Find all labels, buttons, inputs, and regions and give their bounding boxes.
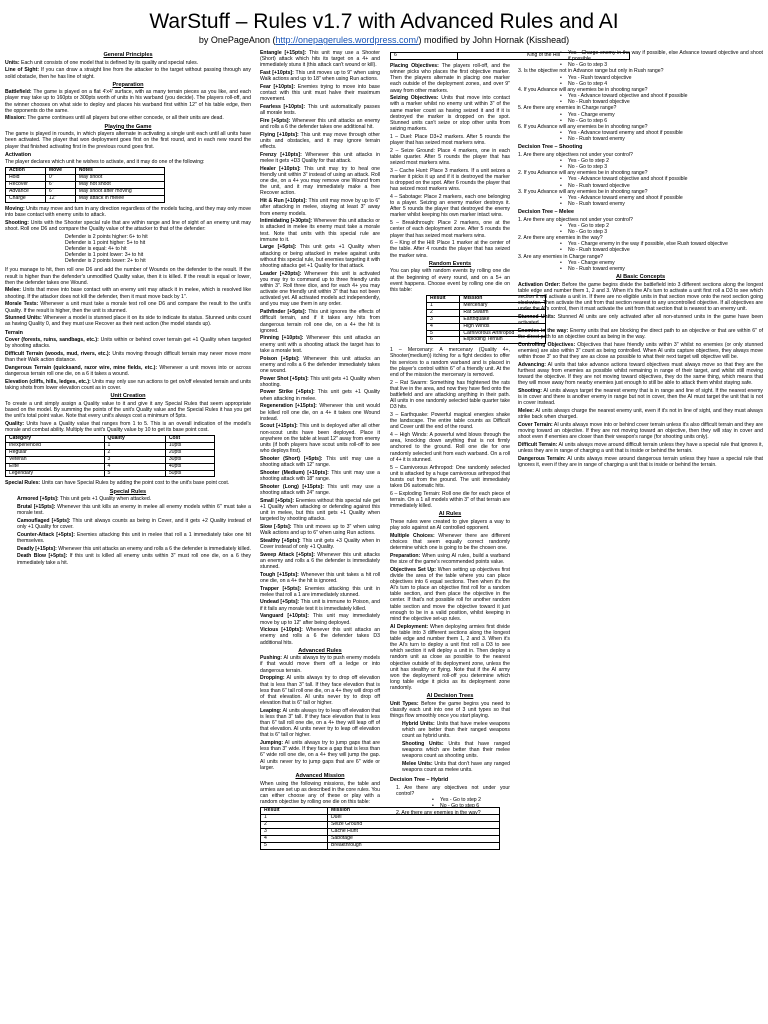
rule-entry: Pinning [+10pts]: Whenever this unit attacks an enemy unit with a shooting attack the target has to take a morale test. bbox=[260, 335, 380, 354]
mission-entry: 1 – Duel: Place D3+2 markers. After 5 rounds the player that has seized most markers wins. bbox=[390, 133, 510, 146]
tree-question: 1. Are there any objectives not under your control? bbox=[518, 151, 633, 158]
rule-entry: Power Strike [+5pts]: This unit gets +1 Quality when attacking in melee. bbox=[260, 389, 380, 402]
unit-type-entry: Hybrid Units: Units that have melee weapons which are better than their ranged weapons count as hybrid units. bbox=[402, 721, 510, 740]
tree-answer: • Yes - Charge enemy in the way if possible, else Advance toward objective and shoot if possible bbox=[568, 50, 763, 62]
section-heading: Preparation bbox=[112, 81, 144, 88]
paragraph: These rules were created to give players a way to play solo against an AI controlled opponent. bbox=[390, 518, 510, 531]
paragraph: Moving: Units may move and turn in any direction regardless of the models facing, and they may only move into base contact with enemy units to attack. bbox=[5, 205, 251, 218]
event-entry: 6 – Exploding Terrain: Roll one die for each piece of terrain. On a 1 all models within 3" of that terrain are immediately killed. bbox=[390, 490, 510, 510]
section-heading: Random Events bbox=[428, 260, 472, 267]
rule-entry: Entangle [+15pts]: This unit may use a Shooter (Short) attack which hits its target on a 4+ and immediately stuns it (this attack can't wound or kill). bbox=[260, 50, 380, 69]
rule-entry: Enemies in the way: Enemy units that are blocking the direct path to an objective or that are within 6" of the direct path to an objective count as being in the way. bbox=[518, 327, 763, 340]
tree-question: 4. If you Advance will any enemies be in shooting range? bbox=[518, 86, 648, 93]
tree-answer: • Yes - Advance toward enemy and shoot if possible bbox=[568, 130, 763, 136]
rule-entry: Activation Order: Before the game begins divide the battlefield into 3 different sections along the longest table edge and number them 1, 2 and 3. When it's the AI's turn to activate a unit first roll a D3 to see which section it will activate a unit in. If there are no eligible units in that section move onto the next section going clockwise. Then activate the unit from that section nearest to any uncontrolled objective. If all objectives are under the AI's control, then it must activate the unit from that section that is nearest to an enemy unit. bbox=[518, 281, 763, 313]
rule-entry: Frenzy [+10pts]: Whenever this unit attacks in melee it gets +D3 Quality for that attack. bbox=[260, 151, 380, 165]
tree-answer: • Yes - Go to step 2 bbox=[568, 223, 763, 229]
table-row: Legendary 5 50pts bbox=[6, 470, 215, 477]
event-entry: 2 – Rat Swarm: Something has frightened the rats that live in the area, and now they have fled onto the battlefield and are attacking anything in their path. All units in one randomly selected table quarter take D3 hits. bbox=[390, 379, 510, 411]
table-row: 2 Seize Ground bbox=[261, 821, 500, 828]
tree-answer: • No - Go to step 6 bbox=[440, 803, 510, 809]
rule-entry: Armored [+5pts]: This unit gets +1 Quality when attacked. bbox=[17, 496, 152, 503]
quality-table: Category Quality Cost Inexperienced 1 10pts Regular 2 20pts Veteran 3 30pts Elite 4 40pts Legendary 5 50pts bbox=[5, 435, 215, 477]
author-link[interactable]: http://onepagerules.wordpress.com/ bbox=[275, 35, 419, 45]
tree-answer: • Yes - Charge enemy in the way if possible, else Rush toward objective bbox=[568, 241, 763, 247]
tree-question: 2. Are there any enemies in the way? bbox=[396, 809, 481, 816]
rule-entry: Slow [-5pts]: This unit moves up to 3" when using Walk actions and up to 6" when using Run actions. bbox=[260, 523, 381, 536]
section-heading: Special Rules bbox=[109, 488, 147, 495]
rule-entry: Dangerous Terrain: AI units always move around dangerous terrain unless they have a special rule that ignores it, even if they are in range of charging a unit that is inside or behind the terrain. bbox=[518, 455, 763, 469]
mission-entry: 5 – Breakthrough: Place 2 markers, one at the center of each deployment zone. After 5 rounds the player that has seized most markers wins. bbox=[390, 220, 510, 239]
table-row: 1 Duel bbox=[261, 815, 500, 822]
section-heading: AI Rules bbox=[438, 511, 462, 518]
mission-entry: 3 – Cache Hunt: Place 3 markers. If a unit seizes a marker it picks it up and if it is destroyed the marker is dropped on the spot. After 6 rounds the player that has seized most markers wins. bbox=[390, 167, 510, 193]
tree-answer: • No - Rush toward objective bbox=[568, 247, 763, 253]
rule-entry: Fearless [+10pts]: This unit automatically passes all morale tests. bbox=[260, 104, 381, 117]
section-heading: Advanced Rules bbox=[298, 647, 342, 654]
column-left bbox=[5, 50, 251, 1022]
rule-entry: Difficult Terrain: AI units always move around difficult terrain unless they have a special rule that ignores it, unless they are in range of charging a unit that is inside or behind the terrain. bbox=[518, 442, 763, 455]
tree-question: 3. Are any enemies in Charge range? bbox=[518, 253, 604, 260]
paragraph: The game is played in rounds, in which players alternate in activating a single unit each until all units have been activated. The player that won deployment goes first on the first round, and in each new round the player that finished activating first in the previous round goes first. bbox=[5, 131, 251, 150]
paragraph: Line of Sight: If you can draw a straight line from the attacker to the target without passing through any solid obstacle, then he has line of sight. bbox=[5, 67, 251, 80]
paragraph: Difficult Terrain (woods, mud, rivers, etc.): Units moving through difficult terrain may never move more than their Walk action distance. bbox=[5, 350, 251, 364]
tree-question: 5. Are there any enemies in Charge range? bbox=[518, 105, 617, 112]
table-row: Regular 2 20pts bbox=[6, 449, 215, 456]
section-heading: Advanced Mission bbox=[295, 772, 345, 779]
rule-entry: Death Blow [+5pts]: If this unit is killed all enemy units within 3" must roll one die, on a 6 they immediately take a hit. bbox=[17, 553, 251, 566]
paragraph: Shooting: Units with the Shooter special rule that are within range and line of sight of an enemy unit may shoot. Roll one D6 and compare the Quality value of the attacker to that of the defender: bbox=[5, 219, 251, 232]
tree-answer: • Yes - Charge enemy bbox=[568, 260, 763, 266]
table-row: 4 Sabotage bbox=[261, 835, 500, 842]
rule-entry: Power Shot [+5pts]: This unit gets +1 Quality when shooting. bbox=[260, 375, 380, 388]
rule-entry: Vanguard [+10pts]: This unit may immediately move by up to 12" after being deployed. bbox=[260, 613, 380, 626]
tree-answer: • No - Rush toward enemy bbox=[568, 266, 763, 272]
column-middle bbox=[260, 50, 380, 1022]
tree-question: 1. Are there any objectives not under your control? bbox=[396, 784, 510, 798]
subheading: Terrain bbox=[5, 329, 23, 336]
subheading: Decision Tree – Hybrid bbox=[390, 777, 449, 784]
rule-entry: Healer [+10pts]: This unit may try to heal one friendly unit within 3" instead of using an attack. Roll one die, on a 4+ you may remove one Wound from the unit, and it may immediately make a free Recover action. bbox=[260, 165, 381, 197]
paragraph: Battlefield: The game is played on a flat 4'x4' surface, with as many terrain pieces as you like, and each player may take up to 160pts or 300pts worth of units in his warband (you decide). The players roll-off, and the winner chooses on what side to deploy and places his warband first within 12" of his table edge, then the opponents do the same. bbox=[5, 89, 251, 114]
rule-entry: Flying [+10pts]: This unit may move through other units and obstacles, and it may ignore terrain effects. bbox=[260, 131, 380, 151]
tree-answer: • No - Go to step 3 bbox=[568, 229, 763, 235]
paragraph: The player declares which unit he wishes to activate, and it may do one of the following: bbox=[5, 159, 205, 166]
rule-entry: Large [+5pts]: This unit gets +1 Quality when attacking or being attacked in melee against units without this special rule, but enemies targeting it with shooting attacks get +1 Quality for that attack. bbox=[260, 244, 381, 269]
rule-entry: Stunned Units: Stunned AI units are only activated after all non-stunned units in the game have been activated. bbox=[518, 313, 763, 327]
rule-entry: Multiple Choices: Whenever there are different choices that seem equally correct randomly determine which one is going to be the chosen one. bbox=[390, 532, 510, 551]
tree-answer: • No - Go to step 3 bbox=[568, 62, 763, 68]
paragraph: If you manage to hit, then roll one D6 and add the number of Wounds on the defender to the result. If the result is higher than the defender's unmodified Quality value, then it is killed. If the result is equal or lower, then the defender takes one Wound. bbox=[5, 267, 251, 286]
defender-list: Defender is 2 points higher: 6+ to hit Defender is 1 point higher: 5+ to hit Defender is equal: 4+ to hit Defender is 1 point lower: 3+ to hit Defender is 2 points lower: 2+ to hit bbox=[65, 233, 148, 265]
table-row: Elite 4 40pts bbox=[6, 463, 215, 470]
section-heading: General Principles bbox=[103, 52, 153, 58]
paragraph: Unit Types: Before the game begins you need to classify each unit into one of 3 unit types so that things flow smoothly once you start playing. bbox=[390, 700, 510, 720]
tree-answer: • Yes - Go to step 2 bbox=[440, 797, 510, 803]
rule-entry: Controlling Objectives: Objectives that have friendly units within 3" whilst no enemies (or only stunned enemies) are also within 3" count as being controlled. When AI units capture objectives, they always move within those 3" so that they are as close as possible to what their next target will objective will be. bbox=[518, 341, 763, 361]
tree-answer: • Yes - Advance toward enemy and shoot if possible bbox=[568, 195, 763, 201]
tree-answer: • No - Rush toward objective bbox=[568, 183, 763, 189]
rule-entry: Shooting: AI units always target the nearest enemy that is in range and line of sight. If the nearest enemy is in cover and there is another enemy in range but not in cover, then the AI must target the unit that is not in cover instead. bbox=[518, 388, 763, 407]
tree-answer: • No - Rush toward objective bbox=[568, 99, 763, 105]
rule-entry: Leaping: AI units always try to leap off elevation that is less than 3" tall. If they face elevation that is less than 6" tall roll one die, on a 4+ they will leap off of that elevation. AI units never try to leap off elevation that is 6" tall or higher. bbox=[260, 707, 380, 739]
tree-answer: • No - Rush toward enemy bbox=[568, 136, 763, 142]
paragraph: Quality: Units have a Quality value that ranges from 1 to 5. This is an overall indication of the model's morale and combat ability. Multiply the unit's Quality value by 10 to get its base point cost. bbox=[5, 420, 251, 433]
event-entry: 1 – Mercenary: A mercenary (Quality 4+, Shooter(medium)) itching for a fight decides to offer his services to a random warband and is placed in the player's control within 6" of a friendly unit. At the end of the mission the mercenary is removed. bbox=[390, 347, 510, 378]
rule-entry: Scout [+15pts]: This unit is deployed after all other non-scout units have been deployed. Place it anywhere on the table at least 12" away from enemy units (if both players have scout units roll-off to see who deploys first). bbox=[260, 423, 381, 455]
paragraph: Dangerous Terrain (quicksand, razor wire, mine fields, etc.): Whenever a unit moves into or across dangerous terrain roll one die, on a 6 it takes a wound. bbox=[5, 364, 251, 377]
paragraph: Units: Each unit consists of one model that is defined by its quality and special rules. bbox=[5, 59, 199, 66]
tree-question: 2. If you Advance will any enemies be in shooting range? bbox=[518, 170, 648, 177]
table-row: Hold 0" May shoot bbox=[6, 175, 165, 182]
tree-answer: • Yes - Advance toward objective and shoot if possible bbox=[568, 93, 763, 99]
rule-entry: Leader [+20pts]: Whenever this unit is activated you may try to command up to three friendly units within 3". Roll three dice, and for each 4+ you may activate one friendly unit within 3" that has not been activated yet. All activated models act independently, and you may use them in any order. bbox=[260, 270, 381, 308]
action-table: Action Move Notes Hold 0" May shoot Recover 6" May not shoot Advance 6" May shoot after moving Charge 12" May attack in melee bbox=[5, 167, 165, 203]
rule-entry: Preparation: When using AI rules, build a warband the size of the game's recommended points value. bbox=[390, 552, 510, 565]
rule-entry: Tough [+15pts]: Whenever this unit takes a hit roll one die, on a 4+ the hit is ignored. bbox=[260, 571, 380, 584]
table-row: 4 High Winds bbox=[427, 323, 546, 330]
rule-entry: Sweep Attack [+5pts]: Whenever this unit attacks an enemy and rolls a 6 the defender is immediately stunned. bbox=[260, 551, 380, 570]
unit-type-entry: Melee Units: Units that don't have any ranged weapons count as melee units. bbox=[402, 761, 511, 774]
tree-answer: • Yes - Charge enemy bbox=[568, 112, 763, 118]
mission-entry: 4 – Sabotage: Place 2 markers, each one belonging to a player. Seizing an enemy marker destroys it. After 5 rounds the player that destroyed the enemy marker whilst keeping his own marker intact wins. bbox=[390, 194, 510, 219]
rule-entry: Dropping: AI units always try to drop off elevation that is less than 3" tall. If they face elevation that is less than 6" tall roll one die, on a 4+ they will drop off of that elevation. AI units never try to drop off elevation that is 6" tall or higher. bbox=[260, 675, 380, 706]
rule-entry: Regeneration [+15pts]: Whenever this unit would be killed roll one die, on a 4+ it takes one Wound instead. bbox=[260, 403, 380, 422]
table-row: 3 Cache Hunt bbox=[261, 828, 500, 835]
event-entry: 3 – Earthquake: Powerful magical energies shake the landscape. The entire table counts as Difficult and Cover until the end of the round. bbox=[390, 412, 510, 431]
event-entry: 4 – High Winds: A powerful wind blows through the area, knocking down anything that is not firmly anchored to the ground. Roll one die for one randomly selected unit from each warband. On a roll of 4+ it is stunned. bbox=[390, 432, 510, 463]
page-subtitle bbox=[0, 35, 768, 46]
tree-question: 3. If you Advance will any enemies be in shooting range? bbox=[518, 188, 648, 195]
paragraph: When using the following missions, the table and armies are set up as described in the core rules. You can either choose any of these or play with a random objective by rolling one die on this table: bbox=[260, 780, 380, 805]
rule-entry: Pushing: AI units always try to push enemy models if that would move them off a ledge or into dangerous terrain. bbox=[260, 655, 380, 674]
tree-answer: • No - Rush toward enemy bbox=[568, 201, 763, 207]
rule-entry: Objectives Set Up: When setting up objectives first divide the area of the table where you can place objectives into 6 equal sections. Then when it's the AI's turn to place an objective first roll for a random table section, and then place the objective in the center. If that's not possible roll for another random table section and move the objective toward it just enough to be in a valid position, whilst keeping in mind the objective set-up rules. bbox=[390, 566, 510, 622]
event-entry: 5 – Carnivorous Arthropod: One randomly selected unit is attacked by a huge carnivorous arthropod that bursts out from the ground. The unit immediately takes D6 automatic hits. bbox=[390, 464, 510, 489]
rule-entry: Fast [+10pts]: This unit moves up to 9" when using Walk actions and up to 18" when using Run actions. bbox=[260, 70, 380, 83]
rule-entry: Deadly [+15pts]: Whenever this unit attacks an enemy and rolls a 6 the defender is immediately killed. bbox=[17, 545, 251, 552]
tree-answer: • Yes - Rush toward objective bbox=[568, 75, 763, 81]
rule-entry: Advancing: AI units that take advance actions toward objectives must always move so that they are the furthest away from enemies as possible whilst remaining in range of their target, and whilst still moving toward the objective. If they are not moving toward objectives, they do the same thing, which means that they will move away from nearby enemies just enough to still be able to attack them whilst staying safe. bbox=[518, 361, 763, 387]
event-table: Result Mission 1 Mercenary 2 Rat Swarm 3 Earthquake 4 High Winds 5 Carnivorous Arthropod 6 Exploding Terrain bbox=[426, 295, 546, 344]
section-heading: AI Decision Trees bbox=[426, 693, 474, 700]
tree-answer: • No - Go to step 3 bbox=[568, 164, 763, 170]
subtitle-prefix: by OnePageAnon ( bbox=[198, 35, 276, 45]
tree-answer: • No - Go to step 6 bbox=[568, 118, 763, 124]
rule-entry: AI Deployment: When deploying armies first divide the table into 3 different sections along the longest table edge and number them 1, 2 and 3. When it's the AI's turn to deploy a unit first roll a D3 to see which section it will deploy a unit in. Then deploy a random unit as close as possible to the nearest objective outside of its deployment zone, unless the unit has stealthy or flying. Note that if the AI army won the deployment roll-off you determine which long table edge it picks as its deployment zone randomly. bbox=[390, 623, 510, 692]
section-heading: Decision Tree – Melee bbox=[518, 209, 575, 216]
table-row: 3 Earthquake bbox=[427, 316, 546, 323]
paragraph: Stunned Units: Whenever a model is stunned place it on its side to indicate its status. Stunned units count as having Quality 0, and they must use Recover as their next action (the model stands up). bbox=[5, 315, 251, 328]
table-row: 1 Mercenary bbox=[427, 302, 546, 309]
column-decisions bbox=[518, 50, 763, 1022]
rule-entry: Cover Terrain: AI units always move into or behind cover terrain unless it's also difficult terrain and they are moving toward an objective. If they are not moving toward an objective, then they will stay in cover and shoot even if enemies are closer than their weapon's range (for shooting units only). bbox=[518, 422, 764, 441]
rule-entry: Fire [+5pts]: Whenever this unit attacks an enemy and rolls a 6 the defender takes one additional hit. bbox=[260, 117, 380, 131]
section-heading: AI Basic Concepts bbox=[615, 273, 666, 280]
table-row: Inexperienced 1 10pts bbox=[6, 442, 215, 449]
rule-entry: Poison [+5pts]: Whenever this unit attacks an enemy and rolls a 6 the defender immediately takes one wound. bbox=[260, 355, 381, 374]
section-heading: Decision Tree – Shooting bbox=[518, 144, 583, 151]
paragraph: To create a unit simply assign a Quality value to it and give it any Special Rules that seem appropriate based on the model. By summing the points of the unit's Quality value and the Special Rules it has you get the unit's total point value. Note that every unit's always cost a minimum of 5pts. bbox=[5, 400, 251, 419]
tree-question: 6. If you Advance will any enemies be in shooting range? bbox=[518, 123, 648, 130]
table-row: 6 King of the Hill bbox=[391, 53, 630, 60]
paragraph: You can play with random events by rolling one die at the beginning of every round, and on a 5+ an event happens. Choose event by rolling one die on this table: bbox=[390, 268, 510, 293]
table-row: 6 Exploding Terrain bbox=[427, 337, 546, 344]
table-row: 5 Carnivorous Arthropod bbox=[427, 330, 546, 337]
rule-entry: Shooter (Short) [+5pts]: This unit may use a shooting attack with 12" range. bbox=[260, 455, 380, 468]
rule-entry: Counter-Attack [+5pts]: Enemies attacking this unit in melee that roll a 1 immediately take one hit themselves. bbox=[17, 531, 251, 544]
paragraph: Melee: Units that move into base contact with an enemy unit may attack it in melee, which is resolved like shooting. If the attacker does not kill the defender, then it must move back by 1". bbox=[5, 287, 251, 300]
mission-entry: 2 – Seize Ground: Place 4 markers, one in each table quarter. After 5 rounds the player that has seized most markers wins. bbox=[390, 147, 510, 167]
subtitle-suffix: ) modified by John Hornak (Kisshead) bbox=[418, 35, 570, 45]
table-row: Veteran 3 30pts bbox=[6, 456, 215, 463]
paragraph: Mission: The game continues until all players but one either concede, or all their units are dead. bbox=[5, 115, 224, 122]
paragraph: Elevation (cliffs, hills, ledges, etc.): Units may only use run actions to get on/off elevated terrain and units taking shots from lower elevation count as in cover. bbox=[5, 378, 251, 391]
page-title: WarStuff – Rules v1.7 with Advanced Rules and AI bbox=[149, 10, 619, 33]
table-row: Charge 12" May attack in melee bbox=[6, 195, 165, 202]
table-row: Advance 6" May shoot after moving bbox=[6, 188, 165, 195]
paragraph: Special Rules: Units can have Special Rules by adding the point cost to the unit's base point cost. bbox=[5, 480, 230, 487]
rule-entry: Small [+5pts]: Enemies without this special rule get +1 Quality when attacking or defending against this unit in melee, but this unit gets +1 Quality when targeted by shooting attacks. bbox=[260, 497, 380, 522]
tree-answer: • No - Go to step 4 bbox=[568, 81, 763, 87]
rule-entry: Stealthy [+5pts]: This unit gets +3 Quality when in Cover instead of only +1 Quality. bbox=[260, 537, 381, 550]
mission-table: Result Mission 1 Duel 2 Seize Ground 3 Cache Hunt 4 Sabotage 5 Breakthrough bbox=[260, 807, 500, 849]
rule-entry: Undead [+5pts]: This unit is immune to Poison, and if it fails any morale test it is immediately killed. bbox=[260, 599, 380, 612]
rule-entry: Trapper [+5pts]: Enemies attacking this unit in melee that roll a 1 are immediately stunned. bbox=[260, 585, 380, 598]
rule-entry: Intimidating [+30pts]: Whenever this unit attacks or is attacked in melee its enemy must take a morale test. Note that units with this special rule are immune to it. bbox=[260, 218, 380, 243]
paragraph: Placing Objectives: The players roll-off, and the winner picks who places the first objective marker. Then the players alternate in placing one marker each outside of the deployment zones, and over 9" away from other markers. bbox=[390, 62, 510, 94]
table-row: 5 Breakthrough bbox=[261, 842, 500, 849]
rule-entry: Pathfinder [+5pts]: This unit ignores the effects of difficult terrain, and if it takes any hits from dangerous terrain roll one die, on a 4+ the hit is ignored. bbox=[260, 309, 380, 334]
tree-answer: • Yes - Go to step 2 bbox=[568, 158, 763, 164]
rule-entry: Shooter (Long) [+15pts]: This unit may use a shooting attack with 24" range. bbox=[260, 483, 380, 496]
paragraph: Seizing Objectives: Units that move into contact with a marker whilst no enemy unit within 3" of the same marker count as having seized it and if it is destroyed the marker is dropped on the spot. Stunned units can't seize or stop other units from seizing markers. bbox=[390, 95, 510, 133]
paragraph: Cover (forests, ruins, sandbags, etc.): Units within or behind cover terrain get +1 Quality when targeted by shooting attacks. bbox=[5, 336, 251, 350]
paragraph: Morale Tests: Whenever a unit must take a morale test roll one D6 and compare the result to the unit's Quality. If the result is higher, then the unit is stunned. bbox=[5, 301, 251, 314]
tree-question: 3. Is the objective not in Advance range but only in Rush range? bbox=[518, 68, 664, 75]
tree-answer: • Yes - Advance toward objective and shoot if possible bbox=[568, 176, 763, 182]
unit-type-entry: Shooting Units: Units that have ranged weapons which are better than their melee weapons count as shooting units. bbox=[402, 741, 510, 760]
rule-entry: Camouflaged [+5pts]: This unit always counts as being in Cover, and it gets +2 Quality instead of only +1 Quality for cover. bbox=[17, 517, 252, 530]
rule-entry: Fear [+10pts]: Enemies trying to move into base contact with this unit must halve their maximum movement. bbox=[260, 83, 380, 103]
rule-entry: Brutal [+15pts]: Whenever this unit kills an enemy in melee all enemy models within 6" must take a morale test. bbox=[17, 503, 251, 517]
tree-question: 2. Are there any enemies in the way? bbox=[518, 235, 603, 242]
table-row: 2 Rat Swarm bbox=[427, 309, 546, 316]
rule-entry: Vicious [+10pts]: Whenever this unit attacks an enemy and rolls a 6 the defender takes D3 additional hits. bbox=[260, 627, 380, 646]
table-row: Recover 6" May not shoot bbox=[6, 182, 165, 189]
rule-entry: Hit & Run [+10pts]: This unit may move by up to 6" after attacking in melee, staying at least 3" away from enemy models. bbox=[260, 198, 380, 217]
mission-entry: 6 – King of the Hill: Place 1 marker at the center of the table. After 4 rounds the player that has seized the marker wins. bbox=[390, 240, 510, 259]
section-heading: Unit Creation bbox=[110, 393, 146, 399]
rule-entry: Melee: AI units always charge the nearest enemy unit, even if it's not in line of sight, and they must always strike back when charged. bbox=[518, 408, 763, 421]
rule-entry: Shooter (Medium) [+10pts]: This unit may use a shooting attack with 18" range. bbox=[260, 469, 380, 482]
section-heading: Playing the Game bbox=[104, 123, 152, 130]
tree-question: 1. Are there any objectives not under your control? bbox=[518, 216, 633, 223]
subheading: Activation bbox=[5, 151, 32, 158]
rule-entry: Jumping: AI units always try to jump gaps that are less than 3" wide. If they face a gap that is less than 6" wide roll one die, on a 4+ they will jump the gap. AI units never try to jump gaps that are 6" wide or larger. bbox=[260, 740, 380, 771]
